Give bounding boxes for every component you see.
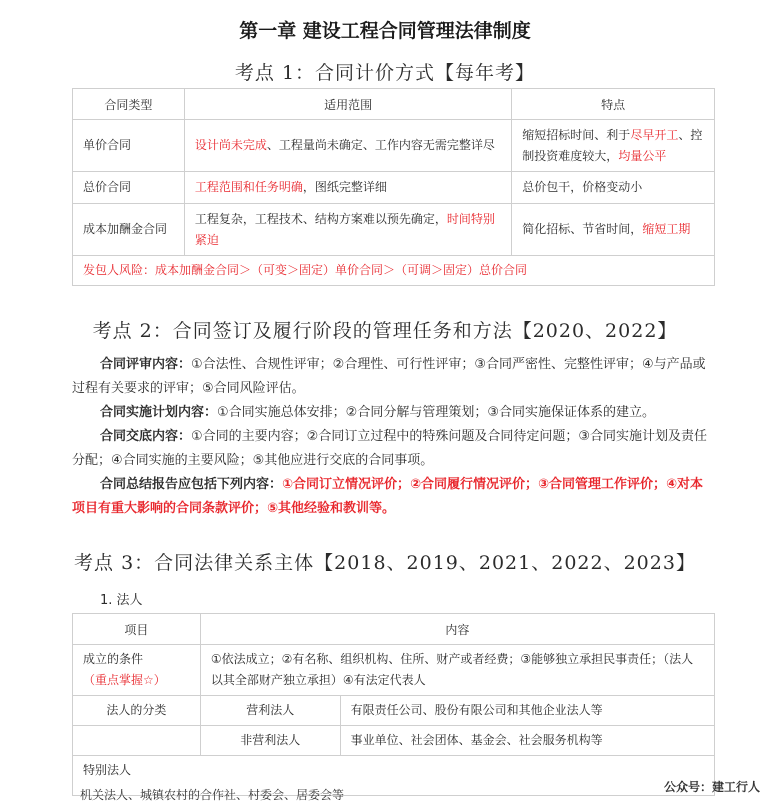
empty-cell (73, 726, 201, 756)
text: 缩短招标时间、利于 (522, 127, 631, 142)
table-row (73, 726, 715, 756)
table-note-row (73, 256, 715, 286)
cell-scope (184, 204, 511, 256)
plan-content-paragraph (72, 401, 715, 425)
table-row (73, 204, 715, 256)
text: 、控制投资难度较大， (522, 127, 703, 163)
text: 简化招标、节省时间， (522, 222, 643, 236)
paragraph-label: 合同实施计划内容： (100, 405, 218, 420)
highlight-text: 均量公平 (618, 148, 667, 163)
text: 、工程量尚未确定、工作内容无需完整详尽 (266, 138, 495, 152)
header-content: 内容 (200, 614, 714, 645)
cell-scope (184, 172, 511, 204)
header-item: 项目 (73, 614, 201, 645)
text: 工程复杂，工程技术、结构方案难以预先确定， (194, 211, 447, 226)
highlight-text: 时间特别紧迫 (194, 211, 495, 247)
summary-report-paragraph (72, 473, 715, 521)
text: ，图纸完整详细 (302, 180, 387, 194)
cell-scope (184, 120, 511, 172)
section-3-title: 考点 3：合同法律关系主体【2018、2019、2021、2022、2023】 (74, 552, 696, 574)
table-header-row (73, 89, 715, 120)
paragraph-text: ①合同的主要内容；②合同订立过程中的特殊问题及合同待定问题；③合同实施计划及责任分配；④合同实施的主要风险；⑤其他应进行交底的合同事项。 (72, 429, 707, 468)
conditions-label: 成立的条件 (83, 652, 144, 666)
highlight-text: 工程范围和任务明确 (194, 180, 303, 194)
highlight-text: 缩短工期 (642, 222, 691, 236)
class-desc: 有限责任公司、股份有限公司和其他企业法人等 (340, 696, 714, 726)
class-name: 非营利法人 (200, 726, 340, 756)
briefing-content-paragraph (72, 425, 715, 473)
cell-type: 成本加酬金合同 (73, 204, 185, 256)
cell-feature (512, 204, 715, 256)
chapter-title: 第一章 建设工程合同管理法律制度 (239, 20, 531, 42)
section-1-title: 考点 1：合同计价方式【每年考】 (234, 62, 536, 84)
paragraph-text: ①合同订立情况评价；②合同履行情况评价；③合同管理工作评价；④对本项目有重大影响的合同条款评价；⑤其他经验和教训等。 (72, 477, 704, 516)
paragraph-text: ①合同实施总体安排；②合同分解与管理策划；③合同实施保证体系的建立。 (217, 405, 655, 420)
table-row (73, 645, 715, 696)
header-scope: 适用范围 (184, 89, 511, 120)
highlight-text: 设计尚未完成 (194, 138, 267, 152)
header-feature: 特点 (512, 89, 715, 120)
table-row (73, 172, 715, 204)
review-content-paragraph (72, 353, 715, 401)
risk-note: 发包人风险：成本加酬金合同＞（可变＞固定）单价合同＞（可调＞固定）总价合同 (73, 256, 715, 286)
cell-feature: 总价包干，价格变动小 (512, 172, 715, 204)
paragraph-text: ①合法性、合规性评审；②合理性、可行性评审；③合同严密性、完整性评审；④与产品或过程有关要求的评审；⑤合同风险评估。 (72, 357, 706, 396)
header-contract-type: 合同类型 (73, 89, 185, 120)
pricing-table (72, 88, 715, 286)
table-header-row (73, 614, 715, 645)
legal-person-heading: 1. 法人 (100, 593, 143, 608)
paragraph-label: 合同交底内容： (100, 429, 192, 444)
legal-person-table (72, 613, 715, 796)
footer-watermark: 公众号：建工行人 (663, 780, 760, 794)
paragraph-label: 合同评审内容： (100, 357, 192, 372)
key-point-note: （重点掌握☆） (83, 673, 166, 687)
cell-feature (512, 120, 715, 172)
special-legal-person-text: 机关法人、城镇农村的合作社、村委会、居委会等 (80, 788, 345, 802)
table-row (73, 120, 715, 172)
class-name: 营利法人 (200, 696, 340, 726)
classification-label: 法人的分类 (73, 696, 201, 726)
table-row (73, 696, 715, 726)
cell-type: 总价合同 (73, 172, 185, 204)
highlight-text: 尽早开工 (630, 127, 679, 142)
class-desc: 事业单位、社会团体、基金会、社会服务机构等 (340, 726, 714, 756)
section-2-title: 考点 2：合同签订及履行阶段的管理任务和方法【2020、2022】 (92, 320, 678, 342)
special-label: 特别法人 (83, 763, 132, 777)
paragraph-label: 合同总结报告应包括下列内容： (100, 477, 283, 492)
conditions-text: ①依法成立；②有名称、组织机构、住所、财产或者经费；③能够独立承担民事责任；（法人以其全部财产独立承担）④有法定代表人 (200, 645, 714, 696)
cell-type: 单价合同 (73, 120, 185, 172)
conditions-label-cell (73, 645, 201, 696)
